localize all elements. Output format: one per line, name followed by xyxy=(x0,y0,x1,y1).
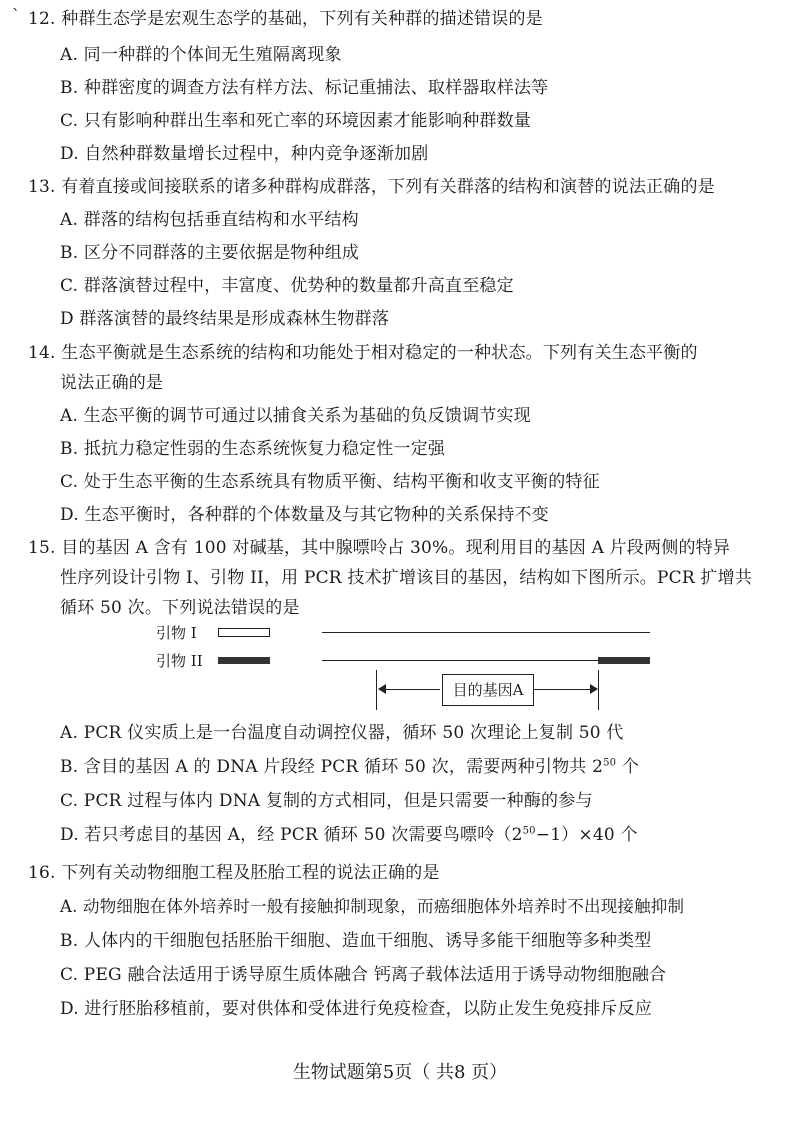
q15-option-c: C. PCR 过程与体内 DNA 复制的方式相同，但是只需要一种酶的参与 xyxy=(60,791,593,811)
primer-2-bar xyxy=(218,657,270,664)
primer-2-label: 引物 II xyxy=(156,652,203,670)
arrowhead-left-icon xyxy=(378,684,386,694)
q14-option-d: D. 生态平衡时，各种群的个体数量及与其它物种的关系保持不变 xyxy=(60,505,549,525)
primer-1-box xyxy=(218,628,270,637)
pcr-diagram xyxy=(150,612,670,722)
q15-stem-cont1: 性序列设计引物 I、引物 II，用 PCR 技术扩增该目的基因，结构如下图所示。PCR 扩增共 xyxy=(60,568,753,588)
q15-option-b: B. 含目的基因 A 的 DNA 片段经 PCR 循环 50 次，需要两种引物共 $2^{50}$ 个 xyxy=(60,757,640,777)
q12-stem: 12. 种群生态学是宏观生态学的基础，下列有关种群的描述错误的是 xyxy=(28,9,543,29)
q12-option-d: D. 自然种群数量增长过程中，种内竞争逐渐加剧 xyxy=(60,144,429,164)
dna-strand-bottom xyxy=(322,660,600,661)
q13-option-c: C. 群落演替过程中，丰富度、优势种的数量都升高直至稳定 xyxy=(60,276,514,296)
q13-option-b: B. 区分不同群落的主要依据是物种组成 xyxy=(60,243,360,263)
primer-right-bar xyxy=(598,657,650,664)
gene-arrow-right xyxy=(534,689,590,690)
q16-option-c: C. PEG 融合法适用于诱导原生质体融合 钙离子载体法适用于诱导动物细胞融合 xyxy=(60,965,667,985)
q15-option-a: A. PCR 仪实质上是一台温度自动调控仪器，循环 50 次理论上复制 50 代 xyxy=(60,723,624,743)
q13-stem: 13. 有着直接或间接联系的诸多种群构成群落，下列有关群落的结构和演替的说法正确的是 xyxy=(28,177,715,197)
q15-option-d: D. 若只考虑目的基因 A，经 PCR 循环 50 次需要鸟嘌呤$(2^{50}-1)\times 40$ 个 xyxy=(60,825,638,845)
target-gene-box: 目的基因A xyxy=(442,674,534,706)
gene-right-boundary xyxy=(598,670,599,710)
q12-option-b: B. 种群密度的调查方法有样方法、标记重捕法、取样器取样法等 xyxy=(60,78,549,98)
q15-stem: 15. 目的基因 A 含有 100 对碱基，其中腺嘌呤占 30%。现利用目的基因 A 片段两侧的特异 xyxy=(28,538,731,558)
dna-strand-top xyxy=(322,632,650,633)
q13-option-d: D 群落演替的最终结果是形成森林生物群落 xyxy=(60,309,390,329)
arrowhead-right-icon xyxy=(590,684,598,694)
q12-option-c: C. 只有影响种群出生率和死亡率的环境因素才能影响种群数量 xyxy=(60,111,532,131)
scan-mark: ˋ xyxy=(12,6,20,25)
q16-option-b: B. 人体内的干细胞包括胚胎干细胞、造血干细胞、诱导多能干细胞等多种类型 xyxy=(60,931,652,951)
q14-stem: 14. 生态平衡就是生态系统的结构和功能处于相对稳定的一种状态。下列有关生态平衡的 xyxy=(28,343,698,363)
q14-stem-cont: 说法正确的是 xyxy=(60,373,164,393)
q14-option-b: B. 抵抗力稳定性弱的生态系统恢复力稳定性一定强 xyxy=(60,439,446,459)
gene-left-boundary xyxy=(376,670,377,710)
q14-option-a: A. 生态平衡的调节可通过以捕食关系为基础的负反馈调节实现 xyxy=(60,406,531,426)
q14-option-c: C. 处于生态平衡的生态系统具有物质平衡、结构平衡和收支平衡的特征 xyxy=(60,472,600,492)
primer-1-label: 引物 I xyxy=(156,624,197,642)
gene-arrow-left xyxy=(384,689,440,690)
q12-option-a: A. 同一种群的个体间无生殖隔离现象 xyxy=(60,45,342,65)
q13-option-a: A. 群落的结构包括垂直结构和水平结构 xyxy=(60,210,359,230)
q16-option-d: D. 进行胚胎移植前，要对供体和受体进行免疫检查，以防止发生免疫排斥反应 xyxy=(60,999,653,1019)
q16-stem: 16. 下列有关动物细胞工程及胚胎工程的说法正确的是 xyxy=(28,863,440,883)
q16-option-a: A. 动物细胞在体外培养时一般有接触抑制现象，而癌细胞体外培养时不出现接触抑制 xyxy=(60,897,685,916)
page-footer: 生物试题第5页（ 共8 页） xyxy=(292,1062,508,1083)
q15-stem-cont2: 循环 50 次。下列说法错误的是 xyxy=(60,598,300,618)
